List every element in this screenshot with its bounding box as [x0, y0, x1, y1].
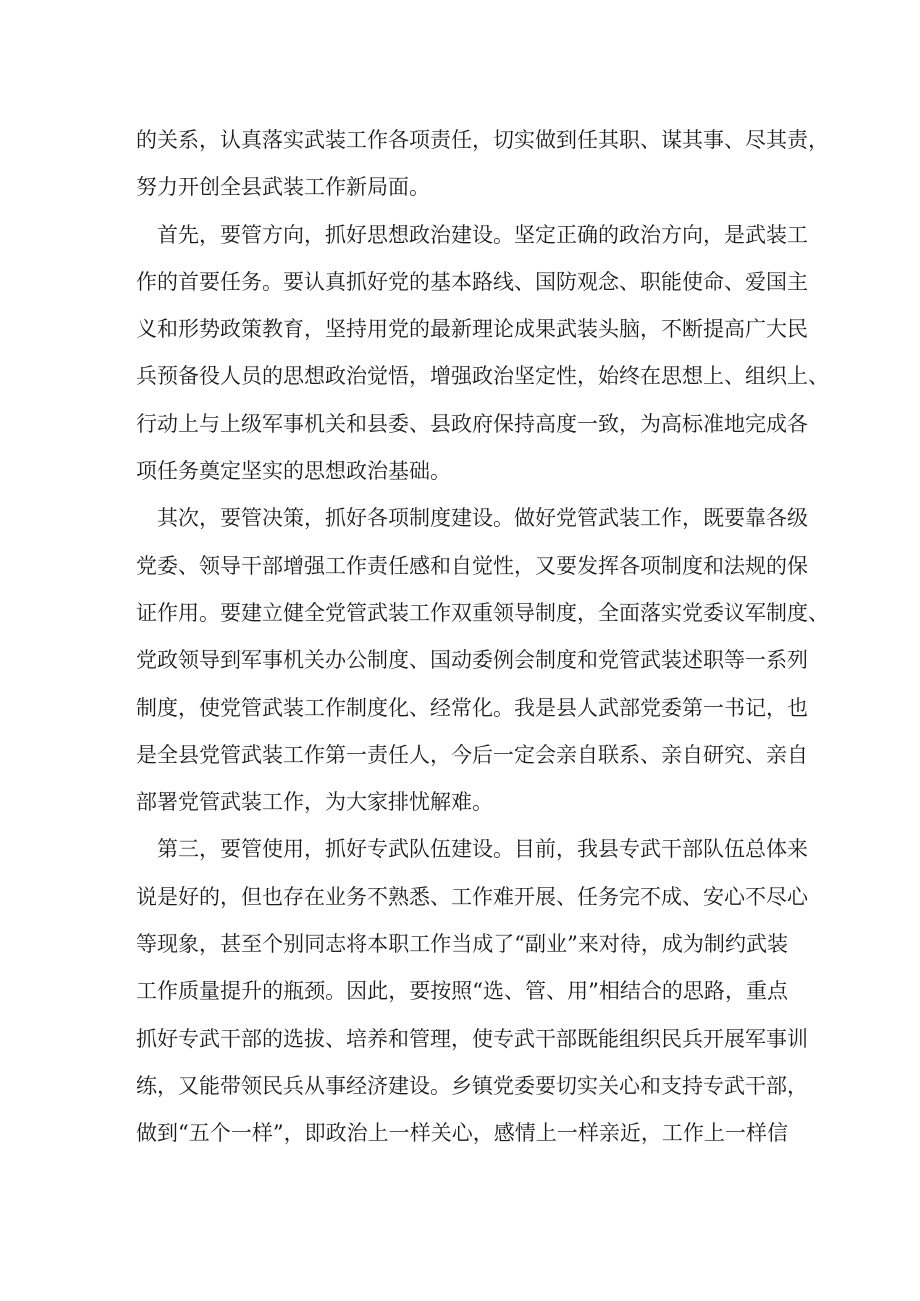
paragraph — [136, 117, 829, 212]
text-line: 做到“五个一样”，即政治上一样关心，感情上一样亲近，工作上一样信 — [136, 1121, 788, 1146]
text-line: 努力开创全县武装工作新局面。 — [136, 175, 430, 200]
text-line: 证作用。要建立健全党管武装工作双重领导制度，全面落实党委议军制度、 — [136, 600, 829, 625]
text-line: 抓好专武干部的选拔、培养和管理，使专武干部既能组织民兵开展军事训 — [136, 1026, 808, 1051]
text-line: 行动上与上级军事机关和县委、县政府保持高度一致，为高标准地完成各 — [136, 411, 808, 436]
text-line: 说是好的，但也存在业务不熟悉、工作难开展、任务完不成、安心不尽心 — [136, 884, 808, 909]
text-line: 作的首要任务。要认真抓好党的基本路线、国防观念、职能使命、爱国主 — [136, 269, 808, 294]
body-text — [136, 117, 829, 1158]
text-line: 义和形势政策教育，坚持用党的最新理论成果武装头脑，不断提高广大民 — [136, 317, 808, 342]
text-line: 练，又能带领民兵从事经济建设。乡镇党委要切实关心和支持专武干部， — [136, 1073, 808, 1098]
text-line: 党政领导到军事机关办公制度、国动委例会制度和党管武装述职等一系列 — [136, 648, 808, 673]
text-line: 部署党管武装工作，为大家排忧解难。 — [136, 790, 493, 815]
text-line: 第三，要管使用，抓好专武队伍建设。目前，我县专武干部队伍总体来 — [157, 837, 808, 862]
paragraph — [136, 495, 829, 826]
paragraph — [136, 212, 829, 496]
text-line: 工作质量提升的瓶颈。因此，要按照“选、管、用”相结合的思路，重点 — [136, 979, 788, 1004]
text-line: 制度，使党管武装工作制度化、经常化。我是县人武部党委第一书记，也 — [136, 695, 808, 720]
text-line: 的关系，认真落实武装工作各项责任，切实做到任其职、谋其事、尽其责， — [136, 128, 829, 152]
text-line: 兵预备役人员的思想政治觉悟，增强政治坚定性，始终在思想上、组织上、 — [136, 364, 829, 389]
text-line: 是全县党管武装工作第一责任人，今后一定会亲自联系、亲自研究、亲自 — [136, 742, 808, 767]
text-line: 等现象，甚至个别同志将本职工作当成了“副业”来对待，成为制约武装 — [136, 932, 788, 957]
text-line: 项任务奠定坚实的思想政治基础。 — [136, 459, 451, 484]
text-line: 党委、领导干部增强工作责任感和自觉性，又要发挥各项制度和法规的保 — [136, 553, 808, 578]
text-line: 首先，要管方向，抓好思想政治建设。坚定正确的政治方向，是武装工 — [157, 222, 808, 247]
text-line: 其次，要管决策，抓好各项制度建设。做好党管武装工作，既要靠各级 — [157, 506, 808, 531]
paragraph — [136, 826, 808, 1157]
